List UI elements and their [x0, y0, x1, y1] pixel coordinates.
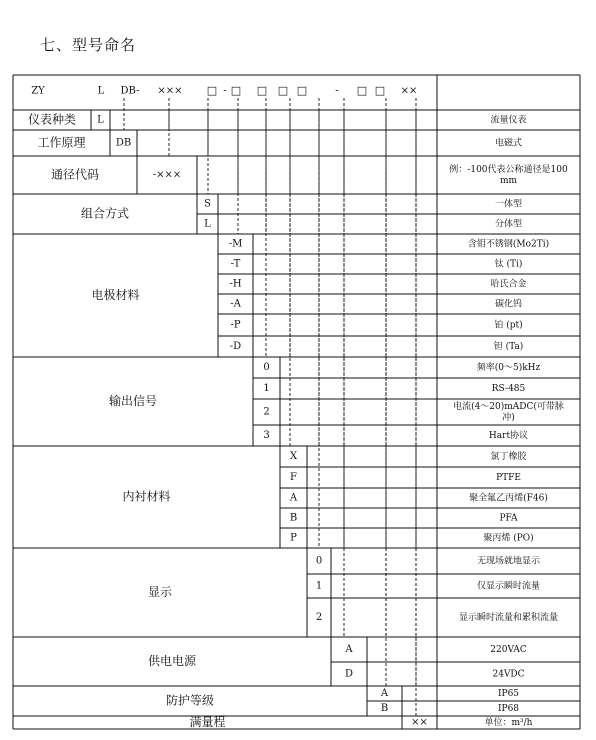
- desc-output: 冲): [502, 413, 515, 423]
- code-principle: DB: [115, 137, 132, 149]
- desc-principle: 电磁式: [494, 138, 523, 149]
- code-lining: F: [290, 472, 297, 483]
- code-electrode: -D: [229, 341, 242, 352]
- desc-diameter: 例：-100代表公称通径是100: [449, 165, 568, 175]
- desc-output: Hart协议: [488, 431, 529, 441]
- desc-display: 仅显示瞬时流量: [476, 581, 541, 592]
- desc-output: 频率(0～5)kHz: [476, 363, 541, 373]
- section-label-assembly: 组合方式: [80, 206, 130, 221]
- desc-lining: PTFE: [496, 473, 521, 483]
- section-label-power: 供电电源: [147, 654, 197, 668]
- code-output: 0: [263, 362, 270, 373]
- section-label-type: 仪表种类: [27, 112, 77, 127]
- code-assembly: S: [204, 198, 211, 210]
- code-lining: X: [289, 451, 298, 462]
- code-protection: A: [380, 688, 389, 699]
- code-display: 2: [315, 612, 323, 623]
- section-label-range: 满量程: [189, 715, 226, 729]
- desc-lining: PFA: [499, 513, 518, 524]
- desc-electrode: 铂 (pt): [494, 320, 523, 331]
- desc-lining: 聚全氟乙丙烯(F46): [469, 493, 548, 504]
- model-code-box-4: □: [277, 84, 289, 97]
- code-electrode: -H: [229, 278, 242, 290]
- desc-display: 显示瞬时流量和累积流量: [458, 613, 559, 623]
- desc-assembly: 分体型: [494, 219, 523, 230]
- desc-electrode: 钛 (Ti): [494, 259, 523, 270]
- code-lining: A: [289, 492, 298, 504]
- model-code-box-6: □: [356, 84, 368, 97]
- desc-diameter: mm: [499, 176, 518, 186]
- code-assembly: L: [204, 218, 211, 230]
- desc-range: 单位：m³/h: [484, 718, 533, 728]
- desc-power: 220VAC: [490, 645, 527, 655]
- model-code-box-3: □: [256, 84, 268, 97]
- desc-output: RS-485: [491, 384, 526, 394]
- code-display: 0: [315, 555, 323, 567]
- code-electrode: -M: [228, 238, 243, 250]
- section-label-display: 显示: [147, 585, 173, 599]
- model-code-principle: DB-: [120, 85, 140, 97]
- desc-lining: 氯丁橡胶: [490, 452, 527, 462]
- desc-output: 电流(4～20)mADC(可带脉: [453, 402, 564, 412]
- model-code-box-1: □: [206, 84, 218, 97]
- code-output: 3: [263, 430, 270, 441]
- code-electrode: -T: [230, 258, 241, 270]
- code-lining: P: [290, 532, 297, 544]
- model-code-prefix: ZY: [31, 85, 45, 97]
- section-label-diameter: 通径代码: [50, 167, 100, 182]
- model-code-type: L: [97, 85, 105, 97]
- code-power: D: [344, 668, 354, 680]
- desc-type: 流量仪表: [490, 115, 527, 126]
- section-heading: 七、型号命名: [40, 36, 137, 54]
- desc-electrode: 钽 (Ta): [493, 342, 524, 352]
- code-lining: B: [289, 512, 298, 524]
- code-diameter: -×××: [152, 169, 182, 181]
- code-electrode: -P: [230, 319, 241, 331]
- desc-assembly: 一体型: [494, 199, 523, 210]
- code-protection: B: [380, 703, 389, 714]
- code-electrode: -A: [230, 298, 241, 310]
- model-code-box-2: □: [230, 84, 242, 97]
- model-code-range: ××: [400, 85, 418, 97]
- desc-display: 无现场就地显示: [476, 556, 541, 567]
- desc-protection: IP68: [497, 704, 520, 714]
- code-display: 1: [315, 580, 323, 592]
- code-output: 1: [263, 383, 270, 394]
- desc-power: 24VDC: [492, 669, 525, 680]
- code-range: ××: [411, 717, 428, 728]
- desc-protection: IP65: [497, 689, 520, 699]
- section-label-principle: 工作原理: [37, 135, 86, 150]
- model-code-dash: -: [223, 85, 227, 97]
- code-output: 2: [263, 406, 270, 418]
- desc-electrode: 含钼不锈钢(Mo2Ti): [467, 239, 550, 250]
- model-code-box-7: □: [374, 84, 386, 97]
- section-label-output: 输出信号: [108, 394, 158, 408]
- code-type: L: [97, 114, 104, 126]
- section-label-electrode: 电极材料: [91, 288, 140, 302]
- desc-electrode: 碳化钨: [494, 299, 523, 310]
- section-label-lining: 内衬材料: [122, 489, 171, 504]
- section-label-protection: 防护等级: [165, 693, 215, 708]
- desc-lining: 聚丙烯 (PO): [483, 533, 534, 544]
- desc-electrode: 哈氏合金: [490, 279, 527, 290]
- model-code-diameter: ×××: [157, 85, 183, 97]
- model-code-box-5: □: [296, 84, 308, 97]
- code-power: A: [345, 644, 353, 655]
- model-code-dash: -: [335, 85, 339, 97]
